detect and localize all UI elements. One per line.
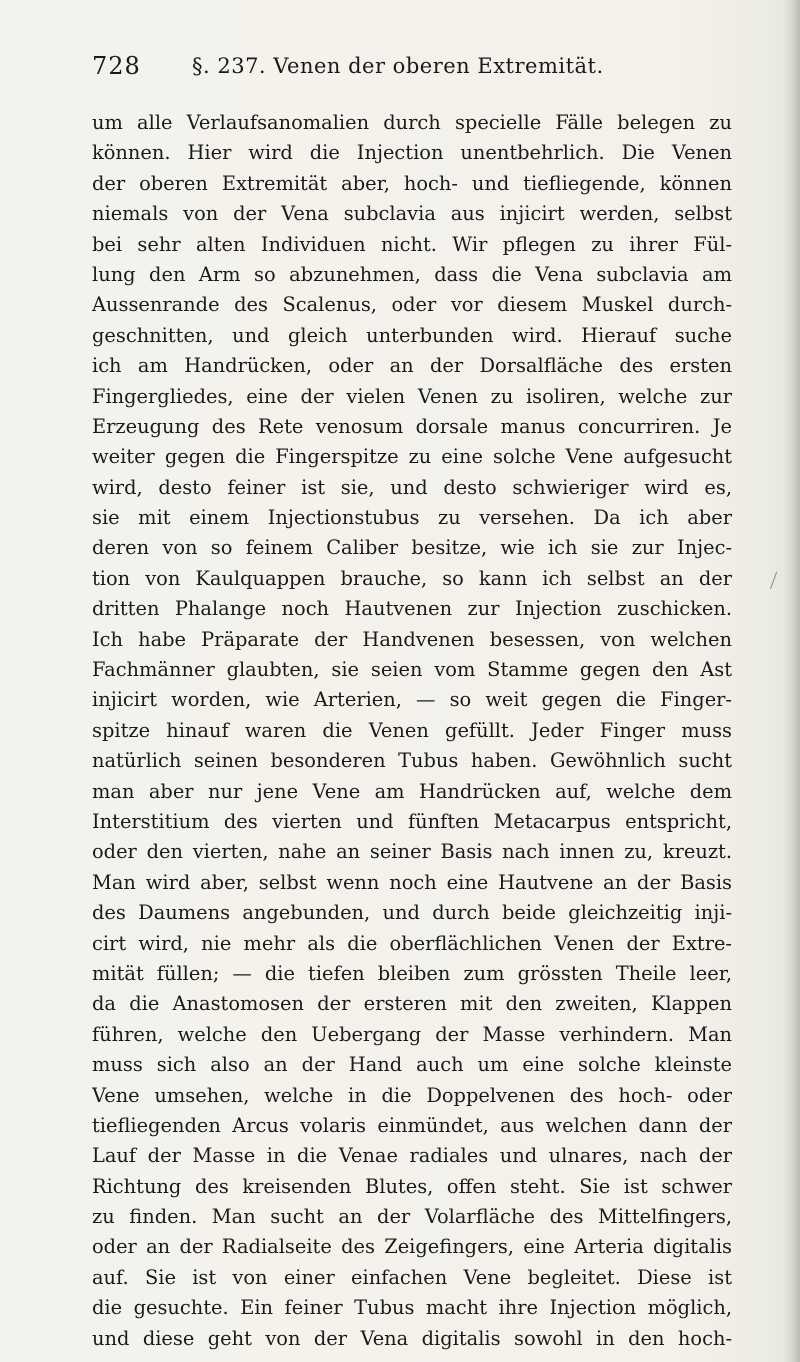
text-line: bei sehr alten Individuen nicht. Wir pflegen zu ihrer Fül-: [92, 232, 732, 256]
text-line: ich am Handrücken, oder an der Dorsalfläche des ersten: [92, 354, 732, 378]
text-line: Man wird aber, selbst wenn noch eine Hautvene an der Basis: [92, 870, 732, 894]
text-line: Lauf der Masse in die Venae radiales und ulnares, nach der: [92, 1144, 732, 1168]
running-head: §. 237. Venen der oberen Extremität.: [192, 54, 604, 78]
text-line: muss sich also an der Hand auch um eine solche kleinste: [92, 1053, 732, 1077]
text-line: die gesuchte. Ein feiner Tubus macht ihre Injection möglich,: [92, 1296, 732, 1320]
text-line: tion von Kaulquappen brauche, so kann ich selbst an der: [92, 566, 732, 590]
text-line: Vene umsehen, welche in die Doppelvenen des hoch- oder: [92, 1083, 732, 1107]
text-line: cirt wird, nie mehr als die oberflächlichen Venen der Extre-: [92, 931, 732, 955]
text-line: Richtung des kreisenden Blutes, offen steht. Sie ist schwer: [92, 1174, 732, 1198]
text-line: mität füllen; — die tiefen bleiben zum grössten Theile leer,: [92, 961, 732, 985]
text-line: wird, desto feiner ist sie, und desto schwieriger wird es,: [92, 475, 732, 499]
text-line: Ich habe Präparate der Handvenen besessen, von welchen: [92, 627, 732, 651]
text-line: und diese geht von der Vena digitalis sowohl in den hoch-: [92, 1326, 732, 1350]
text-line: natürlich seinen besonderen Tubus haben. Gewöhnlich sucht: [92, 749, 732, 773]
text-line: oder an der Radialseite des Zeigefingers, eine Arteria digitalis: [92, 1235, 732, 1259]
page-edge-shadow: [784, 0, 800, 1362]
text-line: Erzeugung des Rete venosum dorsale manus concurriren. Je: [92, 414, 732, 438]
text-line: sie mit einem Injectionstubus zu versehen. Da ich aber: [92, 506, 732, 530]
page-header: [92, 52, 752, 86]
text-line: zu finden. Man sucht an der Volarfläche des Mittelfingers,: [92, 1205, 732, 1229]
text-line: dritten Phalange noch Hautvenen zur Injection zuschicken.: [92, 597, 732, 621]
text-line: spitze hinauf waren die Venen gefüllt. Jeder Finger muss: [92, 718, 732, 742]
text-line: lung den Arm so abzunehmen, dass die Vena subclavia am: [92, 262, 732, 286]
text-line: geschnitten, und gleich unterbunden wird. Hierauf suche: [92, 323, 732, 347]
margin-mark: [770, 572, 781, 591]
text-line: der oberen Extremität aber, hoch- und tiefliegende, können: [92, 171, 732, 195]
text-line: niemals von der Vena subclavia aus injicirt werden, selbst: [92, 202, 732, 226]
text-line: injicirt worden, wie Arterien, — so weit gegen die Finger-: [92, 688, 732, 712]
page-number: 728: [92, 52, 141, 80]
text-line: des Daumens angebunden, und durch beide gleichzeitig inji-: [92, 901, 732, 925]
text-line: da die Anastomosen der ersteren mit den zweiten, Klappen: [92, 992, 732, 1016]
text-line: man aber nur jene Vene am Handrücken auf, welche dem: [92, 779, 732, 803]
text-line: Interstitium des vierten und fünften Metacarpus entspricht,: [92, 809, 732, 833]
text-line: deren von so feinem Caliber besitze, wie ich sie zur Injec-: [92, 536, 732, 560]
text-line: Aussenrande des Scalenus, oder vor diesem Muskel durch-: [92, 293, 732, 317]
text-line: können. Hier wird die Injection unentbehrlich. Die Venen: [92, 141, 732, 165]
text-line: auf. Sie ist von einer einfachen Vene begleitet. Diese ist: [92, 1265, 732, 1289]
text-line: Fachmänner glaubten, sie seien vom Stamme gegen den Ast: [92, 658, 732, 682]
text-line: weiter gegen die Fingerspitze zu eine solche Vene aufgesucht: [92, 445, 732, 469]
body-text: [92, 108, 732, 1354]
text-line: um alle Verlaufsanomalien durch specielle Fälle belegen zu: [92, 111, 732, 134]
text-line: führen, welche den Uebergang der Masse verhindern. Man: [92, 1022, 732, 1046]
text-line: Fingergliedes, eine der vielen Venen zu isoliren, welche zur: [92, 384, 732, 408]
text-line: tiefliegenden Arcus volaris einmündet, aus welchen dann der: [92, 1113, 732, 1137]
text-line: oder den vierten, nahe an seiner Basis nach innen zu, kreuzt.: [92, 840, 732, 864]
